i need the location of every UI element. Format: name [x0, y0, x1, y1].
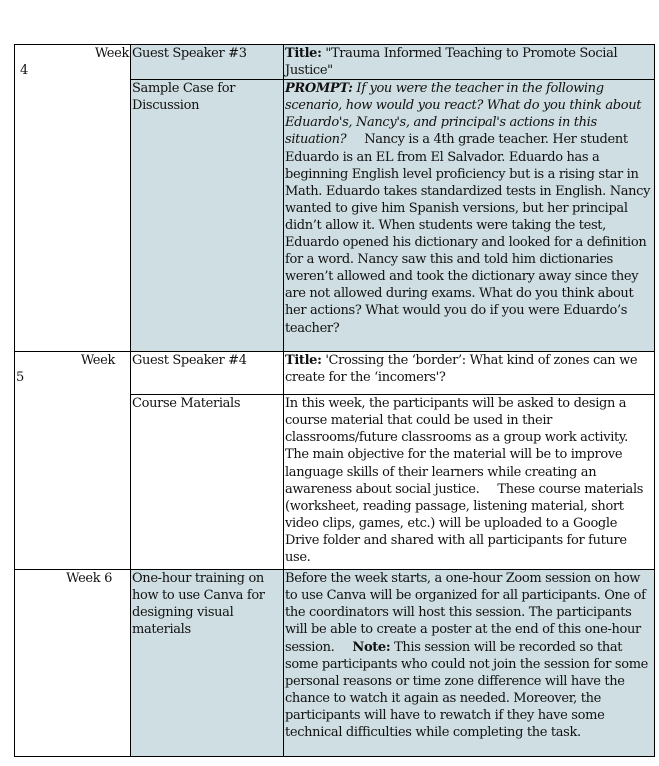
detail-text-1: In this week, the participants will be asked to design a course material that could be used in their classrooms/future classrooms as a group work activity. The main objective for the material will be to improve language skills of their learners while creating an awareness about social justice.	[285, 396, 628, 497]
detail-cell	[284, 45, 655, 80]
detail-cell	[284, 352, 655, 395]
detail-text-1: Before the week starts, a one-hour Zoom session on how to use Canva will be organized for all participants. One of the coordinators will host this session. The participants will be able to create a poster at the end of this one-hour session.	[285, 571, 646, 655]
prompt-text: If you were the teacher in the following scenario, how would you react? What do you think about Eduardo's, Nancy's, and principal's actions in this situation?	[285, 81, 642, 148]
title-label: Title:	[285, 353, 322, 369]
week-number: 4	[20, 63, 28, 79]
week-word: Week	[94, 46, 129, 61]
prompt-label: PROMPT:	[285, 81, 353, 97]
activity-cell	[131, 395, 284, 570]
title-label: Title:	[285, 46, 322, 61]
activity-cell	[131, 570, 284, 757]
title-text: "Trauma Informed Teaching to Promote Social Justice"	[285, 46, 618, 79]
detail-text-2: These course materials (worksheet, reading passage, listening material, short video clips, games, etc.) will be uploaded to a Google Drive folder and shared with all participants for future use.	[285, 481, 644, 566]
activity-cell	[131, 352, 284, 395]
activity-cell	[131, 45, 284, 80]
note-label: Note:	[352, 639, 391, 655]
week-number: 5	[16, 370, 24, 386]
week-label: Week 6	[66, 571, 112, 587]
activity-label: One-hour training on how to use Canva for designing visual materials	[132, 571, 265, 638]
activity-label: Guest Speaker #4	[132, 353, 247, 369]
table-row-week6-canva-training	[15, 570, 655, 757]
activity-label: Guest Speaker #3	[132, 46, 247, 61]
activity-label: Sample Case for Discussion	[132, 81, 236, 114]
title-text: 'Crossing the ‘border’: What kind of zones can we create for the ‘incomers'?	[285, 353, 638, 386]
detail-text-2: This session will be recorded so that some participants who could not join the session for some personal reasons or time zone difference will have the chance to watch it again as needed. Moreover, the participants will have to rewatch if they have some technical difficulties while completing the task.	[285, 639, 649, 741]
detail-cell	[284, 570, 655, 757]
activity-label: Course Materials	[132, 396, 241, 412]
week-cell-4	[15, 45, 131, 352]
week-cell-6	[15, 570, 131, 757]
detail-cell	[284, 395, 655, 570]
activity-cell	[131, 80, 284, 352]
case-text: Nancy is a 4th grade teacher. Her student Eduardo is an EL from El Salvador. Eduardo has a beginning English level proficiency but is a rising star in Math. Eduardo takes standardized tests in English. Nancy wanted to give him Spanish versions, but her principal didn’t allow it. When students were taking the test, Eduardo opened his dictionary and looked for a definition for a word. Nancy saw this and told him dictionaries weren’t allowed and took the dictionary away since they are not allowed during exams. What do you think about her actions? What would you do if you were Eduardo’s teacher?	[285, 132, 651, 336]
week-word: Week	[80, 353, 115, 369]
table-row-week5-guest-speaker	[15, 352, 655, 395]
detail-cell	[284, 80, 655, 352]
schedule-table	[14, 44, 655, 757]
table-row-week4-guest-speaker	[15, 45, 655, 80]
week-cell-5	[15, 352, 131, 570]
